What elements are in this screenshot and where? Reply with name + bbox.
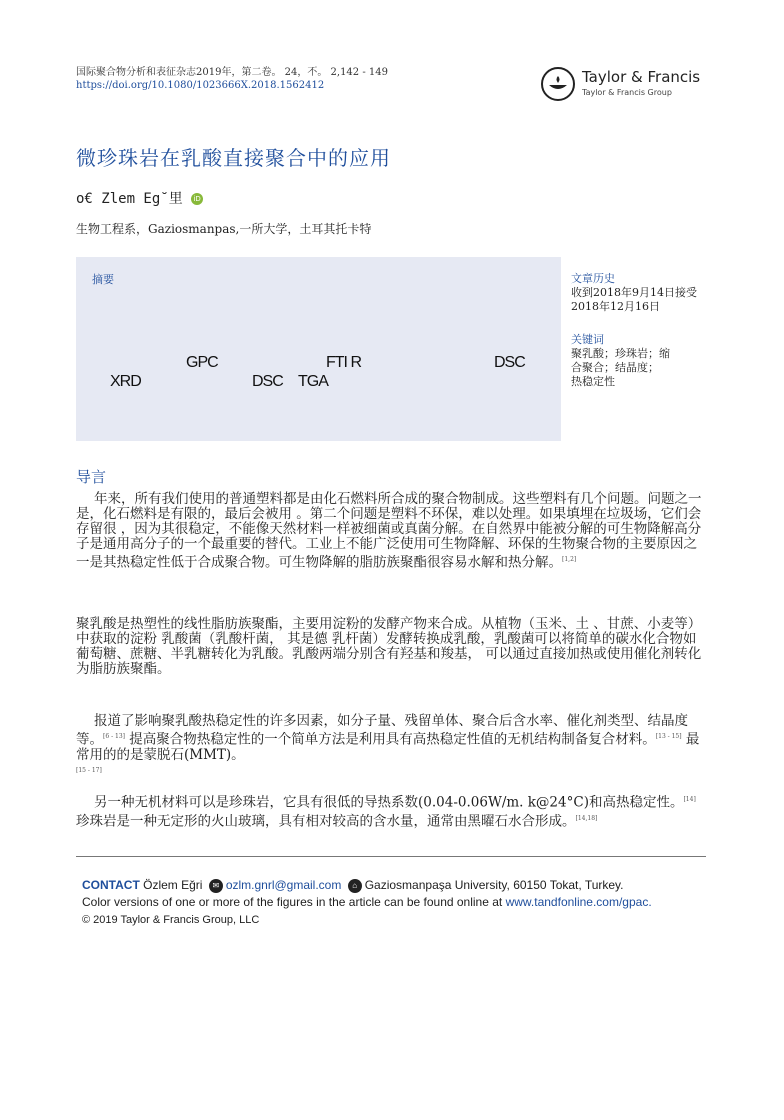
orcid-icon[interactable]: iD <box>191 193 203 205</box>
article-history <box>571 272 697 314</box>
citation[interactable]: [6 - 13] <box>103 733 125 740</box>
address-icon: ⌂ <box>348 879 362 893</box>
history-received: 收到2018年9月14日接受 <box>571 286 697 299</box>
journal-header <box>76 66 388 92</box>
keywords-label: 关键词 <box>571 333 604 346</box>
citation[interactable]: [1,2] <box>562 556 577 563</box>
intro-paragraph-3 <box>76 714 706 781</box>
paragraph-text: 聚乳酸是热塑性的线性脂肪族聚酯，主要用淀粉的发酵产物来合成。从植物（玉米、土 、甘蔗、小麦等）中获取的淀粉 乳酸菌（乳酸杆菌， 其是德 乳杆菌）发酵转换成乳酸，乳酸菌可以将简单的碳水化合物如葡萄糖、蔗糖、半乳糖转化为乳酸。乳酸两端分别含有羟基和羧基， 可以通过直接加热或使用催化剂转化为脂肪族聚酯。 <box>76 616 702 677</box>
history-accepted: 2018年12月16日 <box>571 300 660 313</box>
paragraph-text: 最常用的的是蒙脱石(MMT)。 <box>76 731 700 763</box>
affiliation: 生物工程系，Gaziosmanpas,一所大学，土耳其托卡特 <box>76 222 372 236</box>
paragraph-text: 另一种无机材料可以是珍珠岩，它具有很低的导热系数(0.04-0.06W/m. k@24°C)和高热稳定性。 <box>94 794 684 811</box>
publisher-lamp-icon <box>540 66 576 102</box>
author-name[interactable]: o€ Zlem Eg˘里 <box>76 191 183 207</box>
color-note: Color versions of one or more of the figures in the article can be found online at <box>82 895 506 909</box>
journal-line: 国际聚合物分析和表征杂志2019年，第二卷。 24，不。 2,142 - 149 <box>76 67 388 78</box>
history-label: 文章历史 <box>571 272 615 285</box>
citation[interactable]: [14] <box>683 796 696 803</box>
copyright: © 2019 Taylor & Francis Group, LLC <box>82 914 260 926</box>
publisher-logo[interactable] <box>540 66 710 102</box>
keyword-line: 聚乳酸；珍珠岩；缩 <box>571 347 670 360</box>
author-line <box>76 188 203 208</box>
color-note-line <box>82 895 652 909</box>
keywords <box>571 333 670 389</box>
publisher-name: Taylor & Francis <box>582 68 701 86</box>
contact-address: Gaziosmanpaşa University, 60150 Tokat, Turkey. <box>364 878 624 892</box>
journal-url-link[interactable]: www.tandfonline.com/gpac. <box>505 895 652 909</box>
article-title: 微珍珠岩在乳酸直接聚合中的应用 <box>76 146 391 170</box>
paragraph-text: 报道了影响聚乳酸热稳定性的许多因素，如分子量、残留单体、聚合后含水率、催化剂类型、结晶度等。 <box>76 713 688 748</box>
intro-heading: 导言 <box>76 468 107 486</box>
intro-paragraph-2 <box>76 617 706 677</box>
citation[interactable]: [15 - 17] <box>76 766 102 774</box>
abstract-box <box>76 257 561 441</box>
abstract-term: DSC <box>494 354 525 371</box>
abstract-term: TGA <box>298 373 328 390</box>
contact-line <box>82 878 624 893</box>
citation[interactable]: [14,18] <box>575 814 598 822</box>
intro-paragraph-4 <box>76 792 706 829</box>
intro-paragraph-1 <box>76 492 706 571</box>
abstract-term: GPC <box>186 354 218 371</box>
paragraph-text: 年来，所有我们使用的普通塑料都是由化石燃料所合成的聚合物制成。这些塑料有几个问题。问题之一是，化石燃料是有限的，最后会被用 。第二个问题是塑料不环保，难以处理。如果填埋在垃圾场，它们会存留很 ，因为其很稳定，不能像天然材料一样被细菌或真菌分解。在自然界中能被分解的可生物降解高分子是通用高分子的一个最重要的替代。工业上不能广泛使用可生物降解、环保的生物聚合物的主要原因之一是其热稳定性低于合成聚合物。可生物降解的脂肪族聚酯很容易水解和热分解。 <box>76 491 702 571</box>
keyword-line: 热稳定性 <box>571 375 615 388</box>
email-icon: ✉ <box>209 879 223 893</box>
footer-divider <box>76 856 706 857</box>
keyword-line: 合聚合；结晶度； <box>571 361 659 374</box>
contact-label: CONTACT <box>82 878 140 892</box>
abstract-term: XRD <box>110 373 141 390</box>
paragraph-text: 珍珠岩是一种无定形的火山玻璃，具有相对较高的含水量，通常由黑曜石水合形成。 <box>76 813 576 829</box>
abstract-term: DSC <box>252 373 283 390</box>
abstract-label: 摘要 <box>92 273 114 286</box>
paragraph-text: 提高聚合物热稳定性的一个简单方法是利用具有高热稳定性值的无机结构制备复合材料。 <box>124 731 656 748</box>
contact-name: Özlem Eğri <box>143 878 203 892</box>
email-link[interactable]: ozlm.gnrl@gmail.com <box>225 878 342 892</box>
abstract-term: FTI R <box>326 354 361 371</box>
doi-link[interactable]: https://doi.org/10.1080/1023666X.2018.1562412 <box>76 80 325 91</box>
publisher-group: Taylor & Francis Group <box>582 88 672 97</box>
citation[interactable]: [13 - 15] <box>655 733 682 740</box>
